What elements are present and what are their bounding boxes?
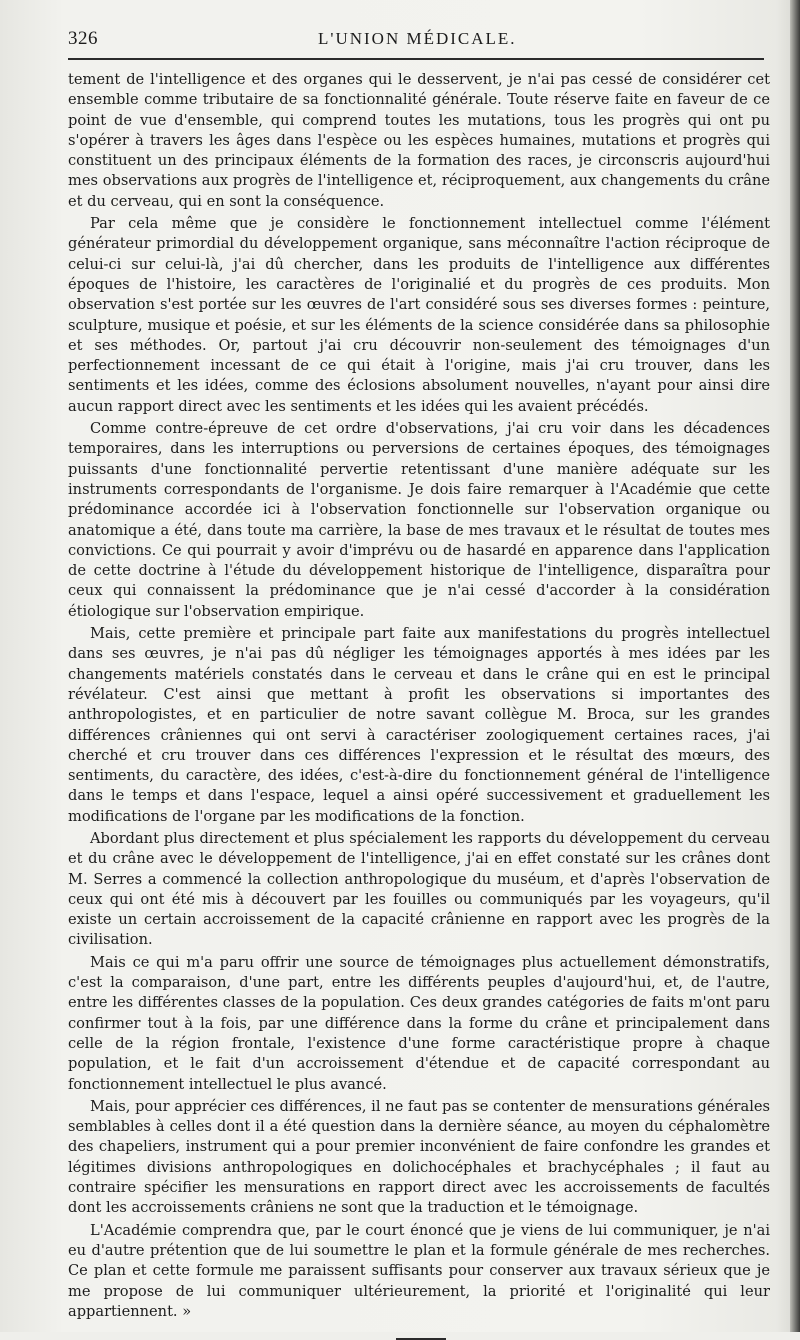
paragraph: Comme contre-épreuve de cet ordre d'observations, j'ai cru voir dans les décadences temporaires, dans les interruptions ou perversions de certaines époques, des témoignages puissants d'une fonctionnalité pervertie retentissant d'une manière adéquate sur les instruments correspondants de l'organisme. Je dois faire remarquer à l'Académie que cette prédominance accordée ici à l'observation fonctionnelle sur l'observation organique ou anatomique a été, dans toute ma carrière, la base de mes travaux et le résultat de toutes mes convictions. Ce qui pourrait y avoir d'imprévu ou de hasardé en apparence dans l'application de cette doctrine à l'étude du développement historique de l'intelligence, disparaîtra pour ceux qui connaissent la prédominance que je n'ai cessé d'accorder à la considération étiologique sur l'observation empirique. xyxy=(68,420,770,620)
running-header xyxy=(68,28,770,54)
page-number: 326 xyxy=(68,28,98,49)
paragraph: Abordant plus directement et plus spécialement les rapports du développement du cerveau et du crâne avec le développement de l'intelligence, j'ai en effet constaté sur les crânes dont M. Serres a commencé la collection anthropologique du muséum, et d'après l'observation de ceux qui ont été mis à découvert par les fouilles ou communiqués par les voyageurs, qu'il existe un certain accroissement de la capacité crânienne en rapport avec les progrès de la civilisation. xyxy=(68,829,770,949)
article-body xyxy=(68,70,770,1322)
paragraph: L'Académie comprendra que, par le court énoncé que je viens de lui communiquer, je n'ai eu d'autre prétention que de lui soumettre le plan et la formule générale de mes recherches. Ce plan et cette formule me paraissent suffisants pour conserver aux travaux sérieux que je me propose de lui communiquer ultérieurement, la priorité et l'originalité qui leur appartiennent. » xyxy=(68,1221,770,1320)
page-edge-shadow xyxy=(790,0,800,1332)
paragraph: Mais, cette première et principale part faite aux manifestations du progrès intellectuel dans ses œuvres, je n'ai pas dû négliger les témoignages apportés à mes idées par les changements matériels constatés dans le cerveau et dans le crâne qui en est le principal révélateur. C'est ainsi que mettant à profit les observations si importantes des anthropologistes, et en particulier de notre savant collègue M. Broca, sur les grandes différences crâniennes qui ont servi à caractériser zoologiquement certaines races, j'ai cherché et cru trouver dans ces différences l'expression et le résultat des mœurs, des sentiments, du caractère, des idées, c'est-à-dire du fonctionnement général de l'intelligence dans le temps et dans l'espace, lequel a ainsi opéré successivement et graduellement les modifications de l'organe par les modifications de la fonction. xyxy=(68,625,770,825)
paragraph: tement de l'intelligence et des organes qui le desservent, je n'ai pas cessé de considérer cet ensemble comme tributaire de sa fonctionnalité générale. Toute réserve faite en faveur de ce point de vue d'ensemble, qui comprend toutes les mutations, tous les progrès qui ont pu s'opérer à travers les âges dans l'espèce ou les espèces humaines, mutations et progrès qui constituent un des principaux éléments de la formation des races, je circonscris aujourd'hui mes observations aux progrès de l'intelligence et, réciproquement, aux changements du crâne et du cerveau, qui en sont la conséquence. xyxy=(68,71,770,210)
paragraph: Mais, pour apprécier ces différences, il ne faut pas se contenter de mensurations générales semblables à celles dont il a été question dans la dernière séance, au moyen du céphalomètre des chapeliers, instrument qui a pour premier inconvénient de faire confondre les grandes et légitimes divisions anthropologiques en dolichocéphales et brachycéphales ; il faut au contraire spécifier les mensurations en rapport direct avec les accroissements de facultés dont les accroissements crâniens ne sont que la traduction et le témoignage. xyxy=(68,1097,770,1217)
paragraph: Par cela même que je considère le fonctionnement intellectuel comme l'élément générateur primordial du développement organique, sans méconnaître l'action réciproque de celui-ci sur celui-là, j'ai dû chercher, dans les produits de l'intelligence aux différentes époques de l'histoire, les caractères de l'originalié et du progrès de ces produits. Mon observation s'est portée sur les œuvres de l'art considéré sous ses diverses formes : peinture, sculpture, musique et poésie, et sur les éléments de la science considérée dans sa philosophie et ses méthodes. Or, partout j'ai cru découvrir non-seulement des témoignages d'un perfectionnement incessant de ce qui était à l'origine, mais j'ai cru trouver, dans les sentiments et les idées, comme des éclosions absolument nouvelles, n'ayant pour ainsi dire aucun rapport direct avec les sentiments et les idées qui les avaient précédés. xyxy=(68,215,770,415)
paragraph: Mais ce qui m'a paru offrir une source de témoignages plus actuellement démonstratifs, c'est la comparaison, d'une part, entre les différents peuples d'aujourd'hui, et, de l'autre, entre les différentes classes de la population. Ces deux grandes catégories de faits m'ont paru confirmer tout à la fois, par une différence dans la forme du crâne et principalement dans celle de la région frontale, l'existence d'une forme caractéristique propre à chaque population, et le fait d'un accroissement d'étendue et de capacité correspondant au fonctionnement intellectuel le plus avancé. xyxy=(68,953,770,1093)
running-title: L'UNION MÉDICALE. xyxy=(318,29,517,48)
header-rule xyxy=(68,58,764,60)
